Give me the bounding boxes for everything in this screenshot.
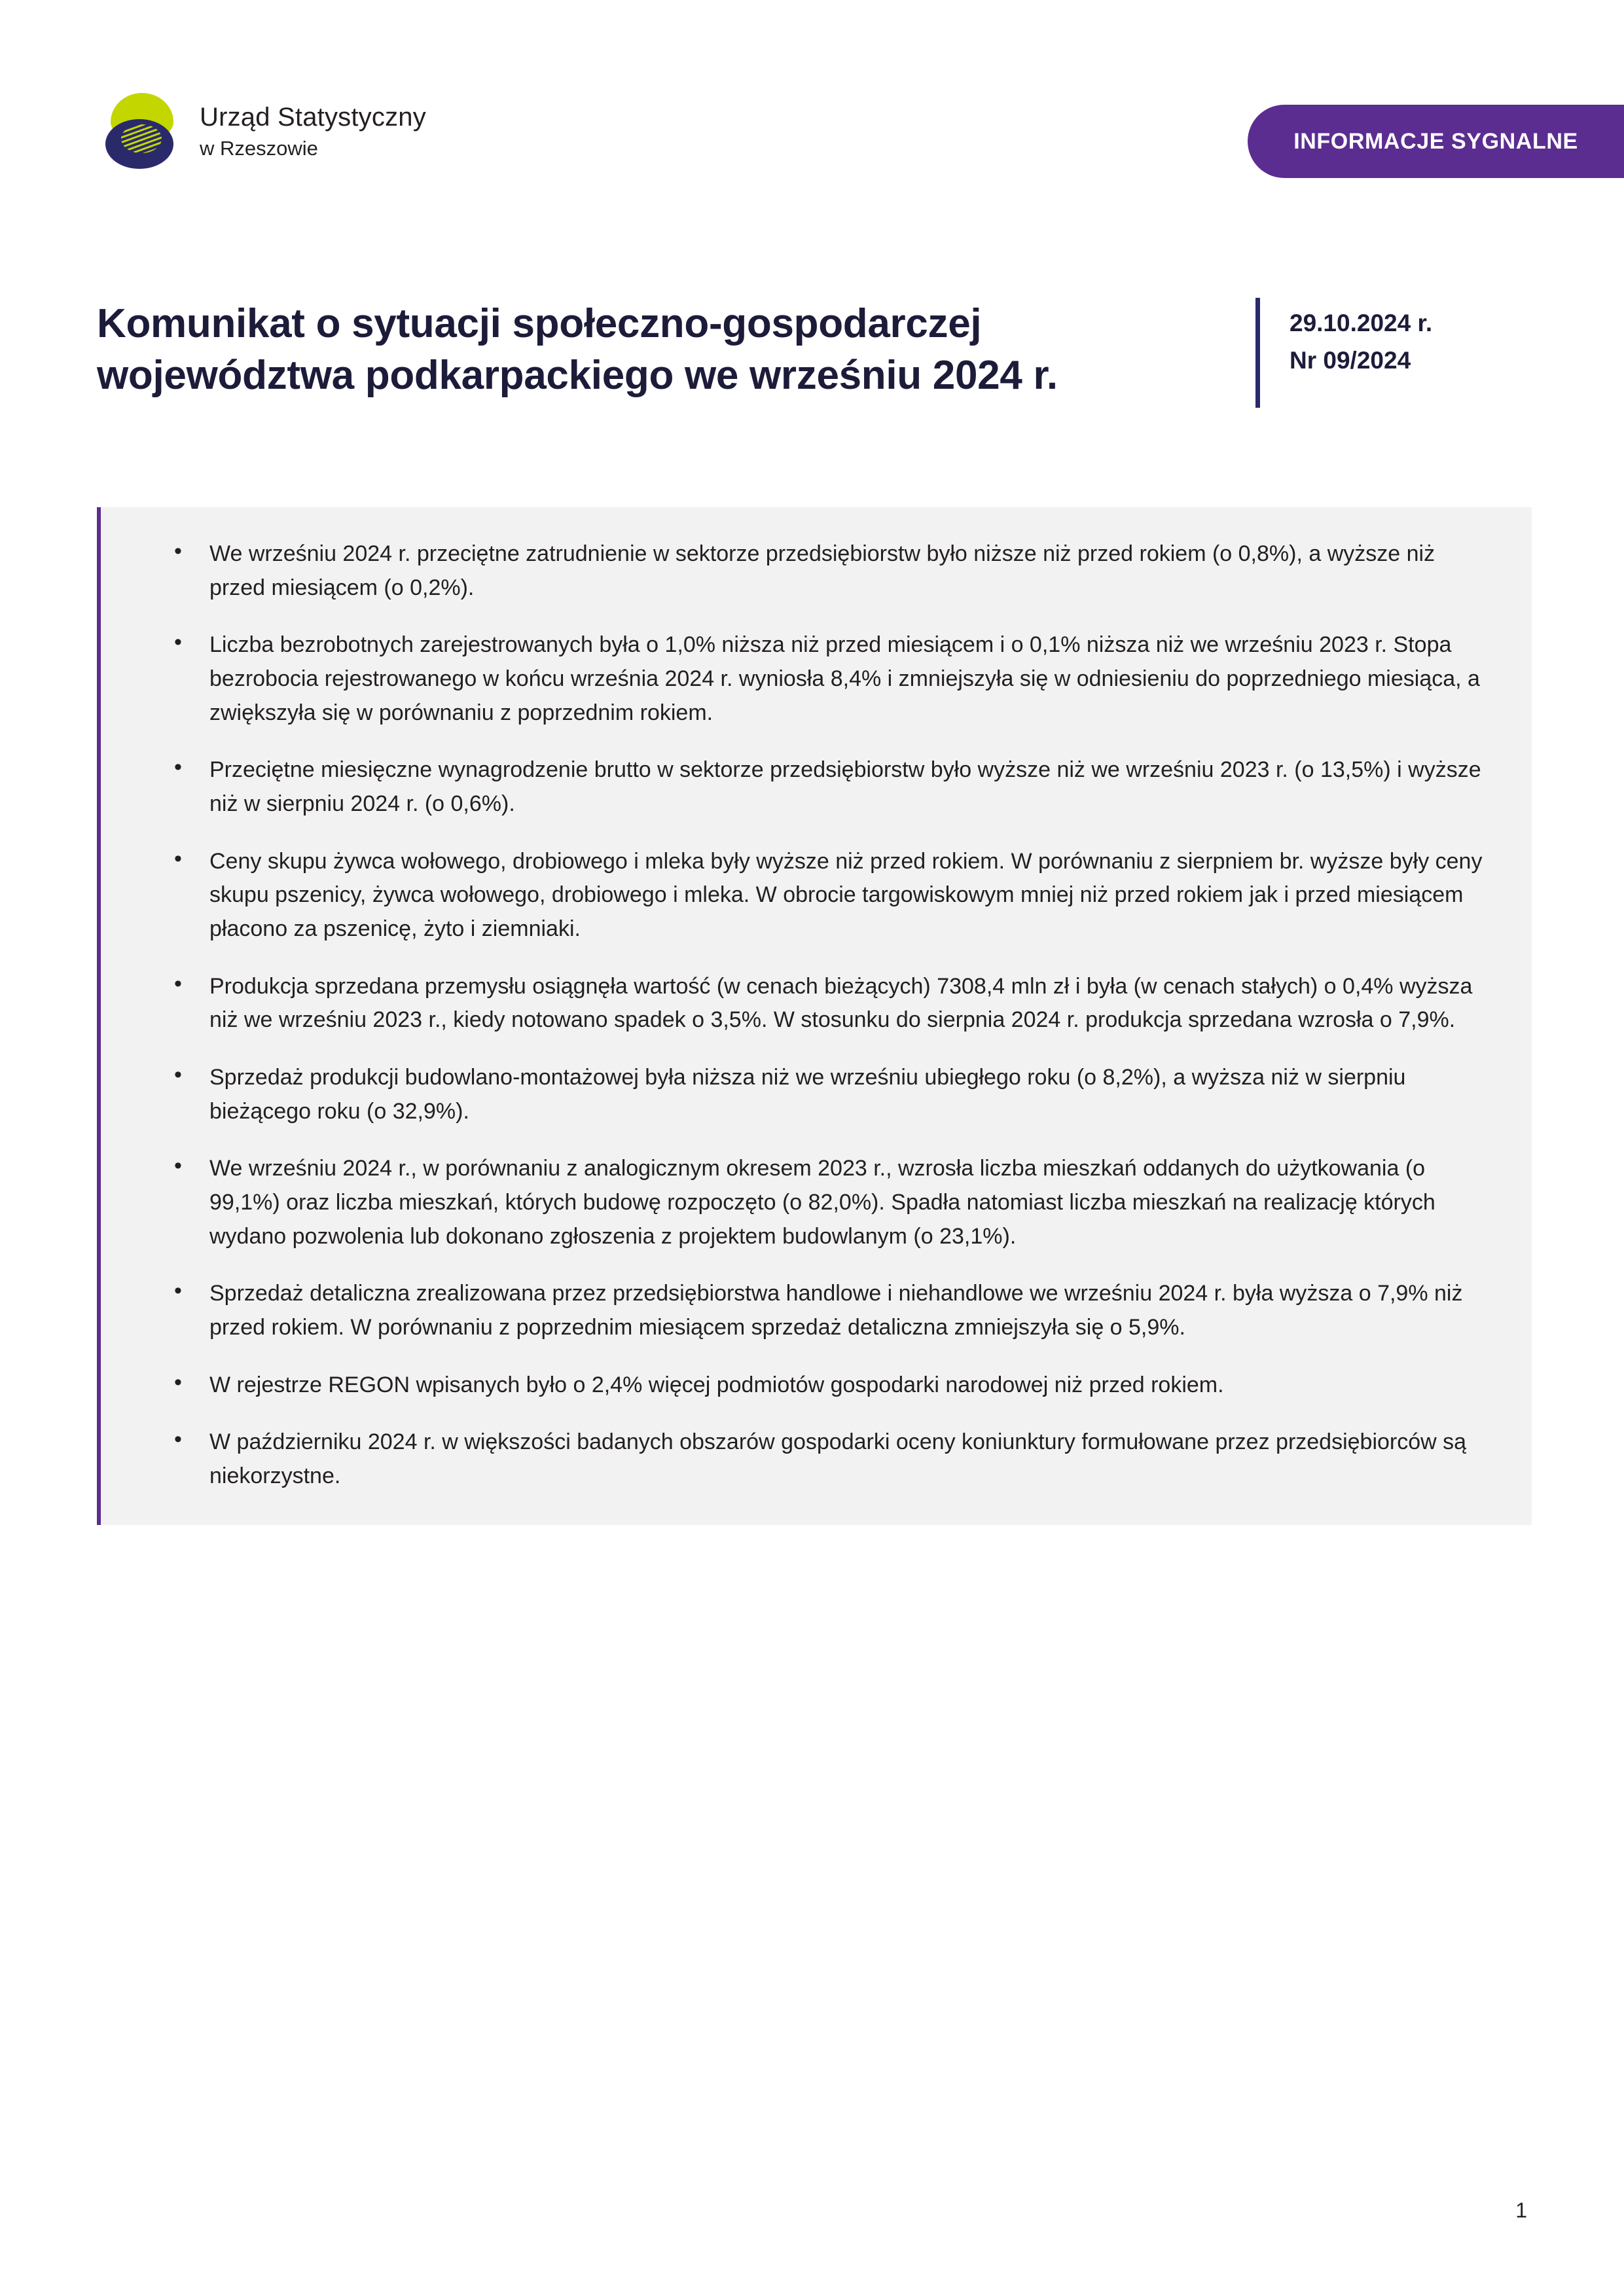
highlights-box bbox=[97, 507, 1532, 1525]
list-item: • Produkcja sprzedana przemysłu osiągnęła wartość (w cenach bieżących) 7308,4 mln zł i była (w cenach stałych) o 0,4% wyższa niż we wrześniu 2023 r., kiedy notowano spadek o 3,5%. W stosunku do sierpnia 2024 r. produkcja sprzedana wzrosła o 7,9%. bbox=[147, 970, 1486, 1037]
list-item: • W październiku 2024 r. w większości badanych obszarów gospodarki oceny koniunktury formułowane przez przedsiębiorców są niekorzystne. bbox=[147, 1426, 1486, 1493]
title-meta bbox=[1255, 298, 1432, 380]
list-item: • We wrześniu 2024 r. przeciętne zatrudnienie w sektorze przedsiębiorstw było niższe niż przed rokiem (o 0,8%), a wyższe niż przed miesiącem (o 0,2%). bbox=[147, 537, 1486, 605]
title-row bbox=[97, 298, 1530, 402]
issue-number: Nr 09/2024 bbox=[1290, 347, 1411, 374]
page-number: 1 bbox=[1515, 2198, 1527, 2222]
status-badge bbox=[1248, 105, 1624, 178]
list-item: • Sprzedaż detaliczna zrealizowana przez przedsiębiorstwa handlowe i niehandlowe we wrześniu 2024 r. była wyższa o 7,9% niż przed rokiem. W porównaniu z poprzednim miesiącem sprzedaż detaliczna zmniejszyła się o 5,9%. bbox=[147, 1277, 1486, 1344]
organization-name-line1: Urząd Statystyczny bbox=[200, 102, 426, 132]
list-item: • Ceny skupu żywca wołowego, drobiowego i mleka były wyższe niż przed rokiem. W porównaniu z sierpniem br. wyższe były ceny skupu pszenicy, żywca wołowego, drobiowego i mleka. W obrocie targowiskowym mniej niż przed rokiem jak i przed miesiącem płacono za pszenicę, żyto i ziemniaki. bbox=[147, 845, 1486, 946]
page-header bbox=[0, 77, 1624, 221]
page-title-line1: Komunikat o sytuacji społeczno-gospodarczej bbox=[97, 301, 982, 346]
status-badge-label: INFORMACJE SYGNALNE bbox=[1293, 128, 1578, 154]
organization-logo bbox=[101, 90, 426, 171]
organization-name bbox=[200, 101, 426, 162]
page-title-line2: województwa podkarpackiego we wrześniu 2024 r. bbox=[97, 353, 1058, 399]
logo-stripes bbox=[121, 124, 162, 153]
list-item: • Liczba bezrobotnych zarejestrowanych była o 1,0% niższa niż przed miesiącem i o 0,1% niższa niż we wrześniu 2023 r. Stopa bezrobocia rejestrowanego w końcu września 2024 r. wyniosła 8,4% i zmniejszyła się w odniesieniu do poprzedniego miesiąca, a zwiększyła się w porównaniu z poprzednim rokiem. bbox=[147, 628, 1486, 730]
organization-name-line2: w Rzeszowie bbox=[200, 136, 318, 160]
list-item: • We wrześniu 2024 r., w porównaniu z analogicznym okresem 2023 r., wzrosła liczba mieszkań oddanych do użytkowania (o 99,1%) oraz liczba mieszkań, których budowę rozpoczęto (o 82,0%). Spadła natomiast liczba mieszkań na realizację których wydano pozwolenia lub dokonano zgłoszenia z projektem budowlanym (o 23,1%). bbox=[147, 1152, 1486, 1253]
list-item: • W rejestrze REGON wpisanych było o 2,4% więcej podmiotów gospodarki narodowej niż przed rokiem. bbox=[147, 1369, 1486, 1403]
page-title bbox=[97, 298, 1229, 402]
us-rzeszow-logo-icon bbox=[101, 90, 183, 171]
publication-date: 29.10.2024 r. bbox=[1290, 310, 1433, 336]
highlights-list bbox=[147, 537, 1486, 1494]
list-item: • Przeciętne miesięczne wynagrodzenie brutto w sektorze przedsiębiorstw było wyższe niż we wrześniu 2023 r. (o 13,5%) i wyższe niż w sierpniu 2024 r. (o 0,6%). bbox=[147, 753, 1486, 821]
list-item: • Sprzedaż produkcji budowlano-montażowej była niższa niż we wrześniu ubiegłego roku (o 8,2%), a wyższa niż w sierpniu bieżącego roku (o 32,9%). bbox=[147, 1061, 1486, 1128]
